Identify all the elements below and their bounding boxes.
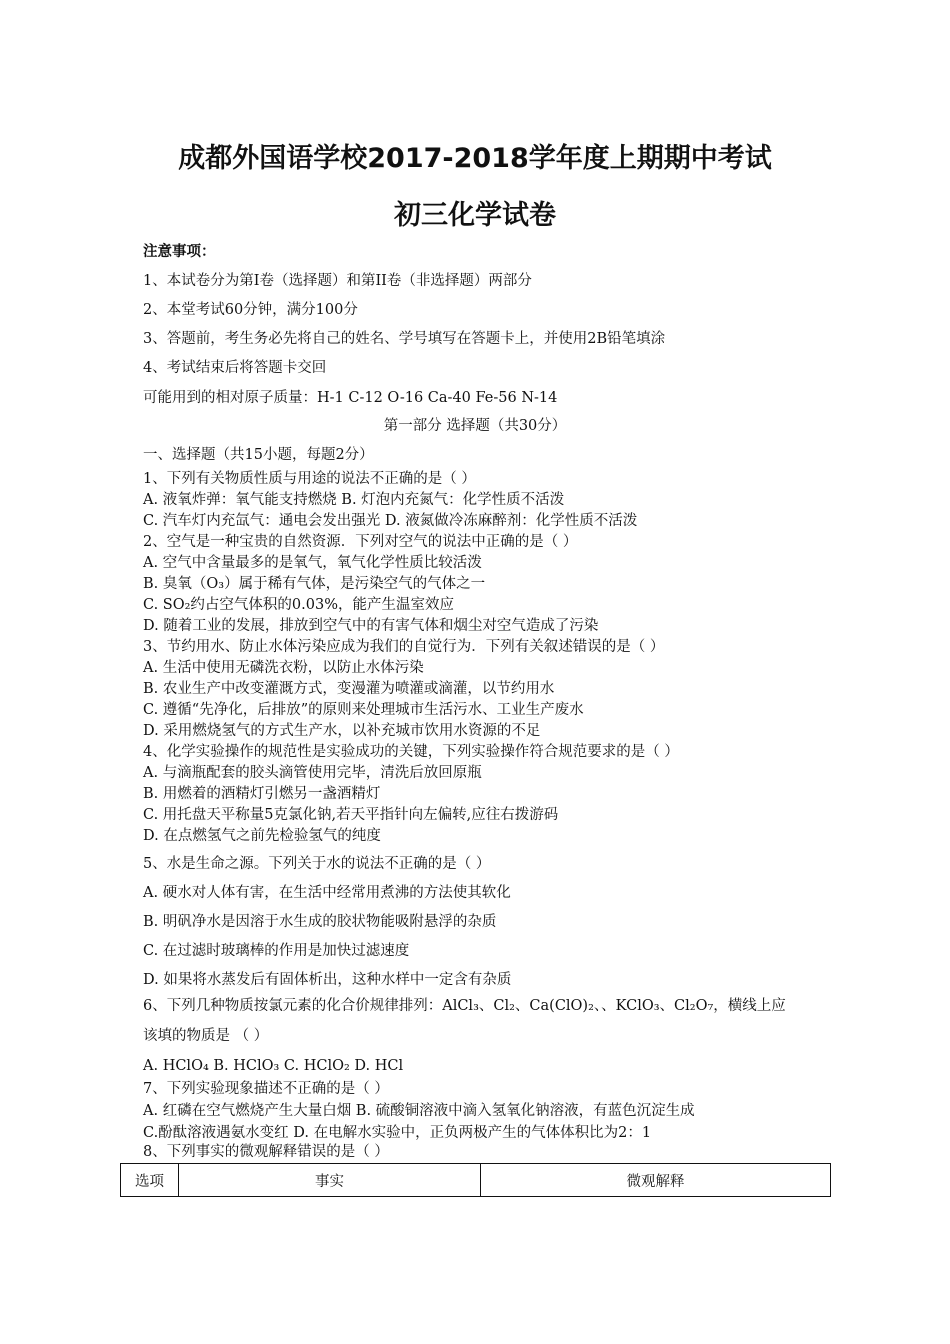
question-option: A. 红磷在空气燃烧产生大量白烟 B. 硫酸铜溶液中滴入氢氧化钠溶液，有蓝色沉淀生成 [143,1103,695,1119]
question-stem: 3、节约用水、防止水体污染应成为我们的自觉行为．下列有关叙述错误的是（ ） [143,639,665,655]
question-option: D. 在点燃氢气之前先检验氢气的纯度 [143,828,381,844]
question-stem: 7、下列实验现象描述不正确的是（ ） [143,1081,389,1097]
question-option: B. 明矾净水是因溶于水生成的胶状物能吸附悬浮的杂质 [143,914,497,930]
part-title: 第一部分 选择题（共30分） [383,418,567,434]
question-option: A. 硬水对人体有害，在生活中经常用煮沸的方法使其软化 [143,885,511,901]
note-item: 1、本试卷分为第I卷（选择题）和第II卷（非选择题）两部分 [143,273,532,289]
question-option: A. HClO₄ B. HClO₃ C. HClO₂ D. HCl [143,1058,404,1074]
notes-heading: 注意事项： [143,244,216,260]
question-stem: 8、下列事实的微观解释错误的是（ ） [143,1144,389,1160]
question-option: A. 液氧炸弹：氧气能支持燃烧 B. 灯泡内充氮气：化学性质不活泼 [143,492,565,508]
question-option: B. 农业生产中改变灌溉方式，变漫灌为喷灌或滴灌，以节约用水 [143,681,555,697]
question-option: D. 随着工业的发展，排放到空气中的有害气体和烟尘对空气造成了污染 [143,618,599,634]
question-option: A. 空气中含量最多的是氧气，氧气化学性质比较活泼 [143,555,482,571]
exam-title: 成都外国语学校2017-2018学年度上期期中考试 [178,143,772,174]
note-item: 2、本堂考试60分钟，满分100分 [143,302,358,318]
question-option: D. 如果将水蒸发后有固体析出，这种水样中一定含有杂质 [143,972,512,988]
question-option: A. 生活中使用无磷洗衣粉，以防止水体污染 [143,660,424,676]
table-header-option: 选项 [121,1164,179,1196]
atomic-masses: 可能用到的相对原子质量：H-1 C-12 O-16 Ca-40 Fe-56 N-14 [143,390,558,406]
question-option: B. 用燃着的酒精灯引燃另一盏酒精灯 [143,786,381,802]
question-stem-continued: 该填的物质是 （ ） [143,1028,269,1044]
note-item: 3、答题前，考生务必先将自己的姓名、学号填写在答题卡上，并使用2B铅笔填涂 [143,331,666,347]
question-option: C.酚酞溶液遇氨水变红 D. 在电解水实验中，正负两极产生的气体体积比为2：1 [143,1125,652,1141]
question-stem: 1、下列有关物质性质与用途的说法不正确的是（ ） [143,471,476,487]
question-stem: 2、空气是一种宝贵的自然资源．下列对空气的说法中正确的是（ ） [143,534,578,550]
question-option: C. 汽车灯内充氙气：通电会发出强光 D. 液氮做冷冻麻醉剂：化学性质不活泼 [143,513,638,529]
table-header-explanation: 微观解释 [626,1173,685,1190]
question-option: D. 采用燃烧氢气的方式生产水，以补充城市饮用水资源的不足 [143,723,541,739]
table-header-fact: 事实 [179,1164,481,1196]
question-option: C. 在过滤时玻璃棒的作用是加快过滤速度 [143,943,410,959]
question-option: B. 臭氧（O₃）属于稀有气体，是污染空气的气体之一 [143,576,486,592]
question-option: A. 与滴瓶配套的胶头滴管使用完毕，清洗后放回原瓶 [143,765,482,781]
question-option: C. 遵循“先净化，后排放”的原则来处理城市生活污水、工业生产废水 [143,702,584,718]
question-option: C. 用托盘天平称量5克氯化钠,若天平指针向左偏转,应往右拨游码 [143,807,559,823]
question-stem: 5、水是生命之源。下列关于水的说法不正确的是（ ） [143,856,491,872]
question-stem: 6、下列几种物质按氯元素的化合价规律排列：AlCl₃、Cl₂、Ca(ClO)₂、、KClO₃、Cl₂O₇，横线上应 [143,998,786,1014]
question-option: C. SO₂约占空气体积的0.03%，能产生温室效应 [143,597,454,613]
section-instruction: 一、选择题（共15小题，每题2分） [143,447,374,463]
answer-table [120,1163,831,1197]
note-item: 4、考试结束后将答题卡交回 [143,360,327,376]
exam-subtitle: 初三化学试卷 [394,200,556,231]
question-stem: 4、化学实验操作的规范性是实验成功的关键，下列实验操作符合规范要求的是（ ） [143,744,679,760]
